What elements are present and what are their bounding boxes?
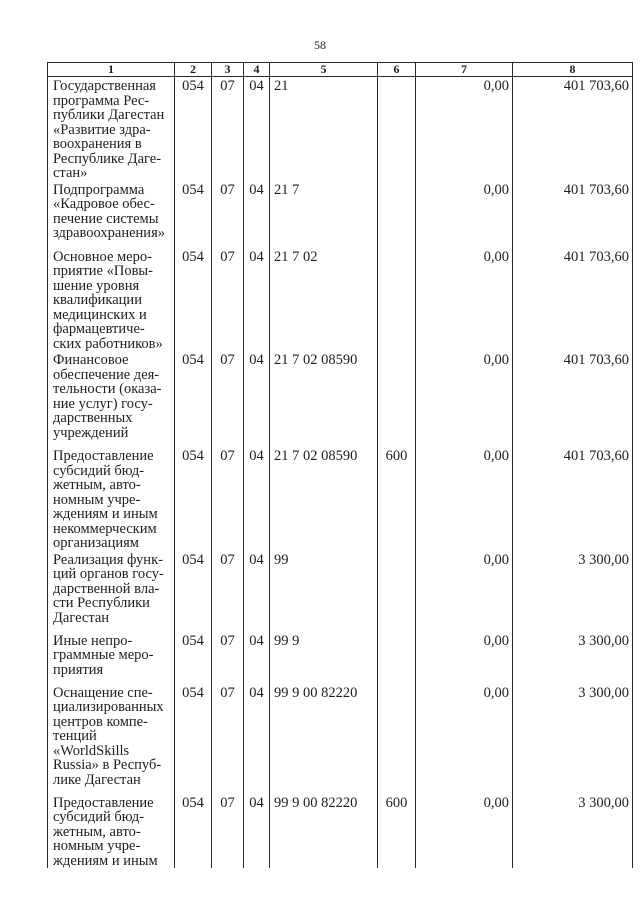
- row-subsection: 04: [244, 77, 270, 181]
- row-subsection: 04: [244, 794, 270, 869]
- row-name: [48, 181, 175, 248]
- row-name-text: Государственная программа Рес- публики Дагестан «Развитие здра- воохранения в Республике Даге- стан»: [53, 78, 165, 181]
- row-section: 07: [212, 248, 244, 352]
- row-code: 054: [175, 632, 212, 684]
- row-code: 054: [175, 77, 212, 181]
- row-name: [48, 632, 175, 684]
- row-name-text: Иные непро- граммные меро- приятия: [53, 632, 154, 678]
- row-col8: 3 300,00: [513, 551, 633, 632]
- row-col8: 401 703,60: [513, 77, 633, 181]
- row-target: 99 9 00 82220: [270, 794, 378, 869]
- table-row: [48, 181, 633, 248]
- row-code: 054: [175, 181, 212, 248]
- table-row: [48, 77, 633, 181]
- row-name: [48, 248, 175, 352]
- budget-table: [47, 62, 633, 868]
- table-row: [48, 248, 633, 352]
- row-name: [48, 551, 175, 632]
- row-target: 21 7 02 08590: [270, 351, 378, 447]
- table-row: [48, 351, 633, 447]
- column-header-4: 4: [244, 63, 270, 77]
- row-col8: 3 300,00: [513, 632, 633, 684]
- row-subsection: 04: [244, 447, 270, 551]
- row-name: [48, 351, 175, 447]
- row-expense: 600: [378, 447, 416, 551]
- row-code: 054: [175, 351, 212, 447]
- row-section: 07: [212, 551, 244, 632]
- row-name-text: Подпрограмма «Кадровое обес- печение системы здравоохранения»: [53, 181, 165, 241]
- row-col8: 3 300,00: [513, 794, 633, 869]
- column-header-2: 2: [175, 63, 212, 77]
- row-code: 054: [175, 551, 212, 632]
- table-row: [48, 447, 633, 551]
- row-col7: 0,00: [416, 632, 513, 684]
- row-col7: 0,00: [416, 181, 513, 248]
- row-col7: 0,00: [416, 447, 513, 551]
- row-section: 07: [212, 77, 244, 181]
- row-col7: 0,00: [416, 248, 513, 352]
- row-name-text: Основное меро- приятие «Повы- шение уровня квалификации медицинских и фармацевтиче- ских работников»: [53, 248, 163, 352]
- row-subsection: 04: [244, 351, 270, 447]
- row-expense: [378, 351, 416, 447]
- row-name-text: Реализация функ- ций органов госу- дарственной вла- сти Республики Дагестан: [53, 551, 164, 626]
- column-header-1: 1: [48, 63, 175, 77]
- row-section: 07: [212, 684, 244, 794]
- column-header-7: 7: [416, 63, 513, 77]
- row-col8: 401 703,60: [513, 447, 633, 551]
- row-expense: [378, 77, 416, 181]
- table-row: [48, 632, 633, 684]
- row-target: 21 7: [270, 181, 378, 248]
- row-target: 21 7 02 08590: [270, 447, 378, 551]
- row-target: 99 9: [270, 632, 378, 684]
- row-target: 21: [270, 77, 378, 181]
- column-header-6: 6: [378, 63, 416, 77]
- table-row: [48, 684, 633, 794]
- header-row: [48, 63, 633, 77]
- row-name: [48, 77, 175, 181]
- row-code: 054: [175, 684, 212, 794]
- row-col7: 0,00: [416, 684, 513, 794]
- row-col7: 0,00: [416, 551, 513, 632]
- row-col7: 0,00: [416, 794, 513, 869]
- row-name: [48, 794, 175, 869]
- row-section: 07: [212, 447, 244, 551]
- row-section: 07: [212, 181, 244, 248]
- row-col7: 0,00: [416, 77, 513, 181]
- row-col7: 0,00: [416, 351, 513, 447]
- row-target: 99 9 00 82220: [270, 684, 378, 794]
- row-target: 21 7 02: [270, 248, 378, 352]
- row-expense: [378, 248, 416, 352]
- row-col8: 401 703,60: [513, 181, 633, 248]
- row-subsection: 04: [244, 632, 270, 684]
- table-row: [48, 551, 633, 632]
- row-code: 054: [175, 794, 212, 869]
- page-number: 58: [314, 38, 326, 52]
- row-name-text: Предоставление субсидий бюд- жетным, авто- номным учре- ждениям и иным некоммерческим организациям: [53, 448, 158, 551]
- row-target: 99: [270, 551, 378, 632]
- row-expense: [378, 632, 416, 684]
- row-subsection: 04: [244, 551, 270, 632]
- row-name: [48, 447, 175, 551]
- row-col8: 401 703,60: [513, 248, 633, 352]
- row-subsection: 04: [244, 181, 270, 248]
- row-subsection: 04: [244, 248, 270, 352]
- row-name-text: Предоставление субсидий бюд- жетным, авто- номным учре- ждениям и иным: [53, 794, 158, 869]
- row-col8: 3 300,00: [513, 684, 633, 794]
- column-header-3: 3: [212, 63, 244, 77]
- row-expense: [378, 684, 416, 794]
- row-section: 07: [212, 632, 244, 684]
- row-expense: 600: [378, 794, 416, 869]
- row-expense: [378, 551, 416, 632]
- row-name-text: Оснащение спе- циализированных центров компе- тенций «WorldSkills Russia» в Респуб- лике Дагестан: [53, 684, 164, 788]
- row-name: [48, 684, 175, 794]
- column-header-5: 5: [270, 63, 378, 77]
- row-section: 07: [212, 794, 244, 869]
- table-row: [48, 794, 633, 869]
- row-name-text: Финансовое обеспечение дея- тельности (оказа- ние услуг) госу- дарственных учреждений: [53, 352, 162, 441]
- row-code: 054: [175, 447, 212, 551]
- row-code: 054: [175, 248, 212, 352]
- row-section: 07: [212, 351, 244, 447]
- row-expense: [378, 181, 416, 248]
- row-col8: 401 703,60: [513, 351, 633, 447]
- row-subsection: 04: [244, 684, 270, 794]
- column-header-8: 8: [513, 63, 633, 77]
